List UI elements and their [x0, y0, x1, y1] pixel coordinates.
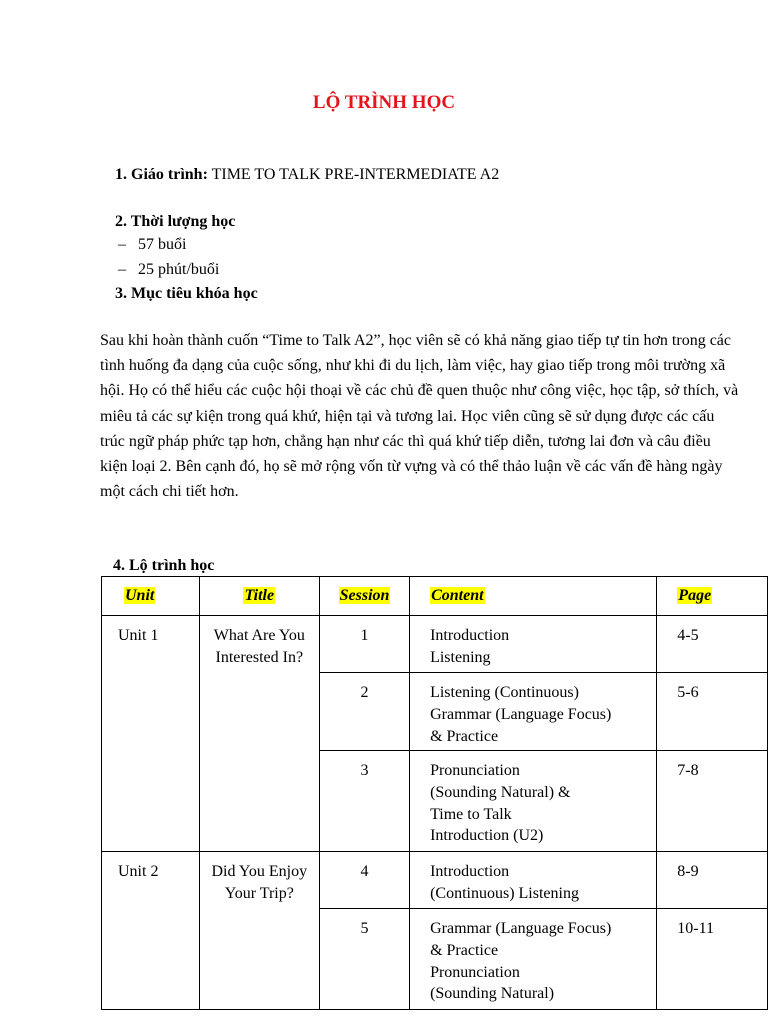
section-1-value: TIME TO TALK PRE-INTERMEDIATE A2 [207, 166, 500, 183]
table-row [102, 616, 768, 673]
section-1-label: 1. Giáo trình: [115, 166, 208, 183]
page-cell: 10-11 [657, 909, 768, 1010]
title-cell: What Are You Interested In? [199, 616, 319, 852]
table-header-row [102, 577, 768, 616]
schedule-table [101, 576, 768, 1010]
header-session: Session [320, 577, 410, 616]
session-cell: 1 [320, 616, 410, 673]
content-cell: Listening (Continuous) Grammar (Language Focus) & Practice [410, 673, 657, 751]
title-cell: Did You Enjoy Your Trip? [199, 852, 319, 1010]
header-content: Content [410, 577, 657, 616]
content-cell: Grammar (Language Focus) & Practice Pronunciation (Sounding Natural) [410, 909, 657, 1010]
page-cell: 8-9 [657, 852, 768, 909]
session-cell: 3 [320, 751, 410, 852]
objective-paragraph: Sau khi hoàn thành cuốn “Time to Talk A2”, học viên sẽ có khả năng giao tiếp tự tin hơn trong các tình huống đa dạng của cuộc sống, như khi đi du lịch, làm việc, hay giao tiếp trong môi trường xã hội. Họ có thể hiểu các cuộc hội thoại về các chủ đề quen thuộc như công việc, học tập, sở thích, và miêu tả các sự kiện trong quá khứ, hiện tại và tương lai. Học viên cũng sẽ sử dụng được các cấu trúc ngữ pháp phức tạp hơn, chẳng hạn như các thì quá khứ tiếp diễn, tương lai đơn và câu điều kiện loại 2. Bên cạnh đó, họ sẽ mở rộng vốn từ vựng và có thể thảo luận về các vấn đề hàng ngày một cách chi tiết hơn. [100, 332, 739, 501]
content-cell: Pronunciation (Sounding Natural) & Time to Talk Introduction (U2) [410, 751, 657, 852]
unit-cell: Unit 2 [102, 852, 200, 1010]
session-cell: 5 [320, 909, 410, 1010]
bullet-item: – 25 phút/buổi [118, 261, 220, 278]
session-cell: 2 [320, 673, 410, 751]
bullet-item: – 57 buổi [118, 236, 187, 253]
header-unit: Unit [102, 577, 200, 616]
section-2-label: 2. Thời lượng học [115, 213, 236, 230]
session-cell: 4 [320, 852, 410, 909]
header-title: Title [199, 577, 319, 616]
page-cell: 7-8 [657, 751, 768, 852]
content-cell: Introduction Listening [410, 616, 657, 673]
section-3-label: 3. Mục tiêu khóa học [115, 285, 258, 302]
unit-cell: Unit 1 [102, 616, 200, 852]
section-4-label: 4. Lộ trình học [113, 557, 215, 574]
page-cell: 5-6 [657, 673, 768, 751]
page-cell: 4-5 [657, 616, 768, 673]
content-cell: Introduction (Continuous) Listening [410, 852, 657, 909]
header-page: Page [657, 577, 768, 616]
section-1-line [115, 166, 499, 184]
page-title: LỘ TRÌNH HỌC [312, 92, 456, 113]
table-row [102, 852, 768, 909]
